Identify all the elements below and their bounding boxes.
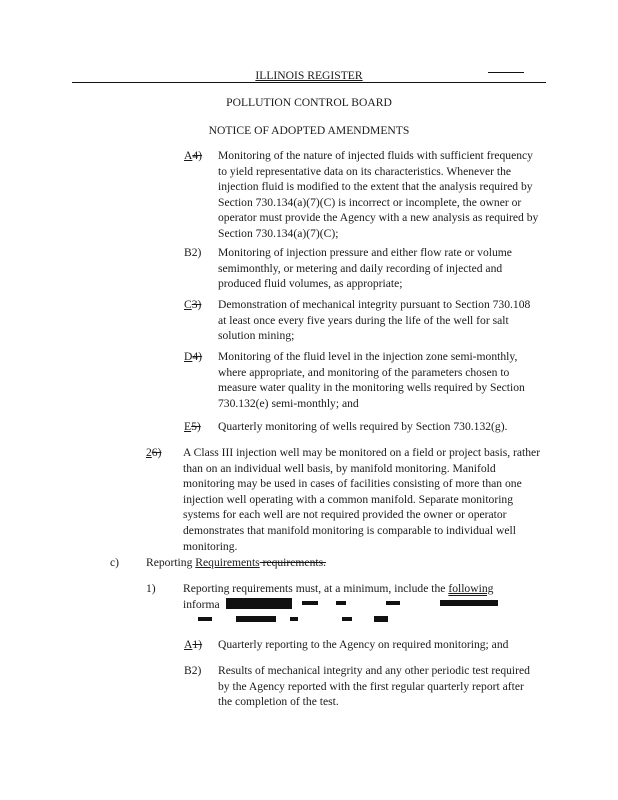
redaction-mark <box>290 617 298 621</box>
item-b-label: B2) <box>184 246 202 259</box>
item-d-label: D4) <box>184 350 203 363</box>
agency-title: POLLUTION CONTROL BOARD <box>226 96 392 109</box>
item-c-text: Demonstration of mechanical integrity pursuant to Section 730.108 at least once every five years during the life of the well for salt solution mining; <box>218 298 531 343</box>
paragraph-2-label: 26) <box>146 446 162 459</box>
redaction-mark <box>440 600 498 606</box>
subsection-c-heading: Reporting Requirements requirements. <box>146 556 327 569</box>
subsection-c-label: c) <box>110 556 120 569</box>
report-item-b-text: Results of mechanical integrity and any other periodic test required by the Agency reported with the first regular quarterly report after the completion of the test. <box>218 664 530 709</box>
item-e-label: E5) <box>184 420 201 433</box>
redaction-mark <box>386 601 400 605</box>
redaction-mark <box>198 617 212 621</box>
redaction-mark <box>336 601 346 605</box>
item-a-label: A4) <box>184 149 203 162</box>
item-e-text: Quarterly monitoring of wells required by Section 730.132(g). <box>218 420 508 433</box>
redaction-mark <box>236 616 276 622</box>
item-b-text: Monitoring of injection pressure and either flow rate or volume semimonthly, or metering and daily recording of injected and produced fluid volumes, as appropriate; <box>218 246 512 291</box>
register-title: ILLINOIS REGISTER <box>255 69 363 82</box>
redaction-mark <box>302 601 318 605</box>
report-item-b-label: B2) <box>184 664 202 677</box>
report-item-a-label: A1) <box>184 638 203 651</box>
item-c-label: C3) <box>184 298 202 311</box>
item-d-text: Monitoring of the fluid level in the injection zone semi-monthly, where appropriate, and monitoring of the parameters chosen to measure water quality in the monitoring wells required by Section 730.132(e) semi-monthly; and <box>218 350 525 410</box>
redaction-mark <box>342 617 352 621</box>
item-1-label: 1) <box>146 582 156 595</box>
header-rule <box>72 82 546 83</box>
notice-title: NOTICE OF ADOPTED AMENDMENTS <box>208 124 410 137</box>
item-a-text: Monitoring of the nature of injected fluids with sufficient frequency to yield representative data on its characteristics. Whenever the injection fluid is modified to the extent that the analysis required by Section 730.134(a)(7)(C) is incorrect or incomplete, the owner or operator must provide the Agency with a new analysis as required by Section 730.134(a)(7)(C); <box>218 149 539 240</box>
report-item-a-text: Quarterly reporting to the Agency on required monitoring; and <box>218 638 509 651</box>
paragraph-2-text: A Class III injection well may be monitored on a field or project basis, rather than on an individual well basis, by manifold monitoring. Manifold monitoring may be used in cases of facilities consisting of more than one injection well operating with a common manifold. Separate monitoring systems for each well are not required provided the owner or operator demonstrates that manifold monitoring is comparable to individual well monitoring. <box>183 446 541 553</box>
redaction-block <box>226 598 292 609</box>
redaction-mark <box>374 616 388 622</box>
item-1-text: Reporting requirements must, at a minimum, include the following informa <box>183 582 494 611</box>
